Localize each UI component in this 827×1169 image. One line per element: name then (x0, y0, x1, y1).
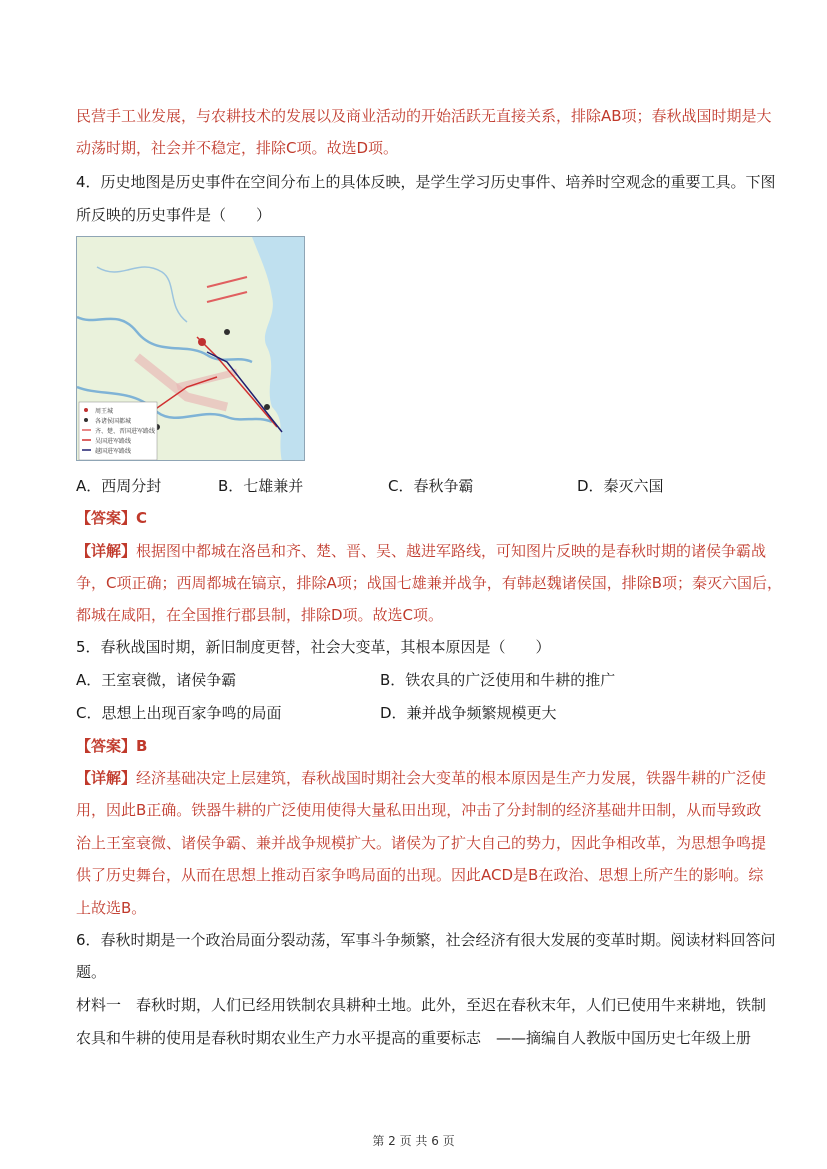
map-legend-item: 越国进军路线 (95, 448, 132, 455)
q4-detail-line3: 都城在咸阳，在全国推行郡县制，排除D项。故选C项。 (76, 606, 444, 624)
q4-detail-line2: 争，C项正确；西周都城在镐京，排除A项；战国七雄兼并战争，有韩赵魏诸侯国，排除B项；秦灭六国后， (76, 574, 783, 592)
q5-answer: 【答案】B (76, 737, 148, 755)
q4-stem-line1: 4．历史地图是历史事件在空间分布上的具体反映，是学生学习历史事件、培养时空观念的重要工具。下图 (76, 173, 776, 191)
page-footer: 第 2 页 共 6 页 (372, 1134, 455, 1148)
map-legend-item: 齐、楚、晋国进军路线 (95, 428, 156, 435)
map-legend-item: 吴国进军路线 (95, 438, 132, 445)
q5-stem: 5．春秋战国时期，新旧制度更替，社会大变革，其根本原因是（ ） (76, 638, 551, 656)
q5-detail-label: 【详解】 (76, 769, 137, 787)
q6-stem-line1: 6．春秋时期是一个政治局面分裂动荡，军事斗争频繁，社会经济有很大发展的变革时期。阅读材料回答问 (76, 931, 776, 949)
q4-option-c: C．春秋争霸 (388, 477, 474, 495)
q4-option-b: B．七雄兼并 (218, 477, 304, 495)
q5-detail-line4: 供了历史舞台，从而在思想上推动百家争鸣局面的出现。因此ACD是B在政治、思想上所产生的影响。综 (76, 866, 764, 884)
historical-map (76, 236, 305, 461)
spring-autumn-map-graphic (77, 237, 305, 461)
q5-detail-line2: 用，因此B正确。铁器牛耕的广泛使用使得大量私田出现，冲击了分封制的经济基础井田制，从而导致政 (76, 801, 762, 819)
q5-option-d: D．兼并战争频繁规模更大 (380, 704, 557, 722)
q5-detail-line1 (76, 768, 766, 788)
q3-explanation-line2: 动荡时期，社会并不稳定，排除C项。故选D项。 (76, 139, 399, 157)
q5-detail-line3: 治上王室衰微、诸侯争霸、兼并战争规模扩大。诸侯为了扩大自己的势力，因此争相改革，为思想争鸣提 (76, 834, 767, 852)
q5-detail-text: 经济基础决定上层建筑，春秋战国时期社会大变革的根本原因是生产力发展，铁器牛耕的广泛使 (136, 769, 767, 787)
q4-stem-line2: 所反映的历史事件是（ ） (76, 206, 272, 224)
q6-material-line1: 材料一 春秋时期，人们已经用铁制农具耕种土地。此外，至迟在春秋末年，人们已使用牛来耕地，铁制 (76, 996, 767, 1014)
q4-option-d: D．秦灭六国 (577, 477, 664, 495)
q4-option-a: A．西周分封 (76, 477, 162, 495)
q3-explanation-line1: 民营手工业发展，与农耕技术的发展以及商业活动的开始活跃无直接关系，排除AB项；春秋战国时期是大 (76, 107, 772, 125)
q5-detail-line5: 上故选B。 (76, 899, 147, 917)
q6-material-line2: 农具和牛耕的使用是春秋时期农业生产力水平提高的重要标志 ——摘编自人教版中国历史七年级上册 (76, 1029, 752, 1047)
map-legend-item: 周王城 (95, 408, 114, 415)
q4-answer: 【答案】C (76, 509, 148, 527)
q4-detail-label: 【详解】 (76, 542, 137, 560)
q5-option-a: A．王室衰微，诸侯争霸 (76, 671, 237, 689)
q4-detail-text: 根据图中都城在洛邑和齐、楚、晋、吴、越进军路线，可知图片反映的是春秋时期的诸侯争霸战 (136, 542, 767, 560)
q5-option-c: C．思想上出现百家争鸣的局面 (76, 704, 282, 722)
q4-detail-line1 (76, 541, 766, 561)
map-legend-item: 各诸侯国都城 (95, 418, 132, 425)
q6-stem-line2: 题。 (76, 963, 107, 981)
q5-option-b: B．铁农具的广泛使用和牛耕的推广 (380, 671, 616, 689)
